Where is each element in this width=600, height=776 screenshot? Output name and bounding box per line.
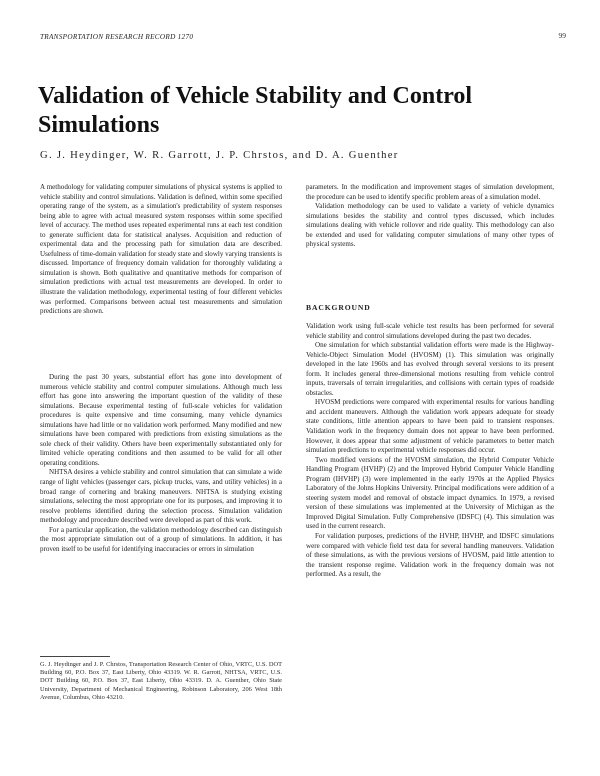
- paragraph: During the past 30 years, substantial effort has gone into development of numerous vehicle stability and control computer simulations. Although much less effort has gone into answering the important question of the validity of these simulations. Because experimental testing of full-scale vehicles for validation procedures is quite expensive and time consuming, many vehicle dynamics simulations have had little or no validation work performed. Many modified and new simulations have been compared with predictions from existing simulations as the sole check of their validity. Others have been experimentally substantiated only for limited vehicle operating conditions and then assumed to be valid for all other operating conditions.: [40, 373, 282, 467]
- background-section: [306, 322, 554, 580]
- section-heading-background: BACKGROUND: [306, 303, 371, 312]
- paragraph: Validation methodology can be used to validate a variety of vehicle dynamics simulations besides the stability and control types discussed, which includes simulations dealing with vehicle rollover and ride quality. This methodology can also be extended and used for validating computer simulations of many other types of physical systems.: [306, 202, 554, 249]
- right-column-intro: [306, 183, 554, 250]
- footnote-rule: [40, 656, 110, 657]
- paper-title: Validation of Vehicle Stability and Control Simulations: [38, 83, 473, 138]
- paragraph: For validation purposes, predictions of the HVHP, IHVHP, and IDSFC simulations were compared with vehicle field test data for several handling maneuvers. Validation of these simulations, as with the previous versions of HVOSM, paid little attention to the transient response regime. Validation work in the frequency domain was not performed. As a result, the: [306, 532, 554, 579]
- page-number: 99: [558, 31, 566, 40]
- paragraph: One simulation for which substantial validation efforts were made is the Highway-Vehicle-Object Simulation Model (HVOSM) (1). This simulation was originally developed in the late 1960s and has evolved through several versions to its present form. It includes general three-dimensional motions resulting from vehicle control inputs, traversals of terrain irregularities, and collisions with certain types of roadside obstacles.: [306, 341, 554, 397]
- footnote-text: G. J. Heydinger and J. P. Chrstos, Transportation Research Center of Ohio, VRTC, U.S. DOT Building 60, P.O. Box 37, East Liberty, Ohio 43319. W. R. Garrott, NHTSA, VRTC, U.S. DOT Building 60, P.O. Box 37, East Liberty, Ohio 43319. D. A. Guenther, Ohio State University, Department of Mechanical Engineering, Robinson Laboratory, 206 West 18th Avenue, Columbus, Ohio 43210.: [40, 661, 282, 701]
- abstract: [40, 183, 282, 317]
- paragraph: For a particular application, the validation methodology described can distinguish the most appropriate simulation out of a group of simulations. In addition, it has proven itself to be useful for identifying inaccuracies or errors in simulation: [40, 525, 282, 553]
- author-affiliation-footnote: [40, 661, 282, 702]
- paragraph: parameters. In the modification and improvement stages of simulation development, the procedure can be used to identify specific problem areas of a simulation model.: [306, 183, 554, 201]
- author-list: G. J. Heydinger, W. R. Garrott, J. P. Chrstos, and D. A. Guenther: [40, 150, 399, 161]
- running-head: TRANSPORTATION RESEARCH RECORD 1270: [40, 33, 194, 41]
- paragraph: Two modified versions of the HVOSM simulation, the Hybrid Computer Vehicle Handling Program (HVHP) (2) and the Improved Hybrid Computer Vehicle Handling Program (IHVHP) (3) were implemented in the early 1970s at the Applied Physics Laboratory of the Johns Hopkins University. Principal modifications were addition of a steering system model and removal of obstacle impact dynamics. In 1979, a revised version of these simulations was implemented at the University of Michigan as the Improved Digital Simulation. Fully Comprehensive (IDSFC) (4). This simulation was used in the current research.: [306, 455, 554, 531]
- left-column-body: [40, 373, 282, 554]
- paragraph: HVOSM predictions were compared with experimental results for various handling and accident maneuvers. Although the validation work appears adequate for steady state conditions, little attention appears to have been paid to transient responses. Validation work in the frequency domain does not appear to have been performed. However, it does appear that some adjustment of vehicle parameters to better match simulation predictions to experimental vehicle responses did occur.: [306, 398, 554, 455]
- paragraph: Validation work using full-scale vehicle test results has been performed for several vehicle stability and control simulations developed during the past two decades.: [306, 322, 554, 340]
- abstract-text: A methodology for validating computer simulations of physical systems is applied to vehicle stability and control simulations. Validation is defined, within some specified operating range of the system, as a simulation's predictability of system responses being able to agree with actual measured system responses within some specified level of accuracy. The method uses repeated experimental runs at each test condition to generate sufficient data for statistical analyses. Acquisition and reduction of experimental data and the processing path for simulation data are described. Usefulness of time-domain validation for steady state and slowly varying transients is discussed. Importance of frequency domain validation for thoroughly validating a simulation is shown. Both qualitative and quantitative methods for comparison of simulation predictions with actual test measurements are developed. In order to illustrate the validation methodology, experimental testing of four different vehicles was performed. Comparisons between actual test measurements and simulation predictions are shown.: [40, 183, 282, 316]
- paragraph: NHTSA desires a vehicle stability and control simulation that can simulate a wide range of light vehicles (passenger cars, pickup trucks, vans, and utility vehicles) in a broad range of cornering and braking maneuvers. NHTSA is studying existing simulations, selecting the most appropriate one for its purposes, and improving it to resolve problems identified during the selection process. Simulation validation methodology and procedure described were developed as part of this work.: [40, 468, 282, 525]
